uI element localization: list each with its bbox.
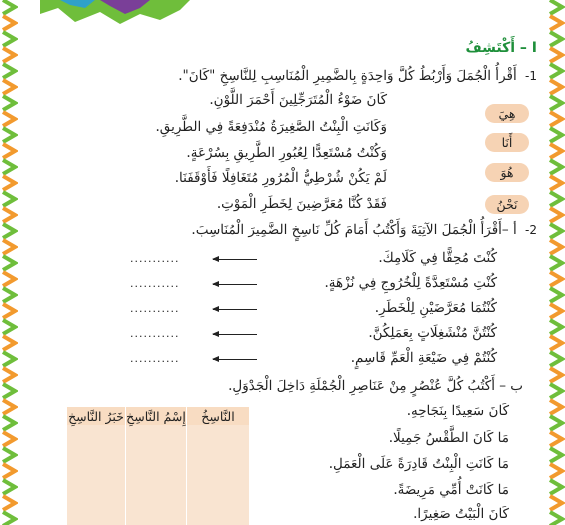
pronoun-option[interactable]: أَنَا xyxy=(485,133,529,152)
ex1-sentence: لَمْ يَكُنْ شُرْطِيُّ الْمُرُورِ مُتَغَافِلًا فَأَوْقَفَنَا. xyxy=(174,170,387,186)
answer-cell[interactable] xyxy=(126,425,187,525)
ex2-sentence: كُنْتُمَا مُعَرَّضَيْنِ لِلْخَطَرِ. xyxy=(374,300,497,316)
table-sentence: مَا كَانَ الطَّقْسُ جَمِيلًا. xyxy=(388,430,509,446)
table-sentence: مَا كَانَتْ أُمِّي مَرِيضَةً. xyxy=(393,482,509,498)
answer-blank[interactable]: ........... xyxy=(130,302,180,315)
arrow-icon xyxy=(213,309,257,310)
table-header: النَّاسِخُ xyxy=(187,407,250,425)
pronoun-option[interactable]: هُوَ xyxy=(485,163,529,182)
answer-blank[interactable]: ........... xyxy=(130,352,180,365)
pronoun-option[interactable]: هِيَ xyxy=(485,104,529,123)
exercise-2b-instruction: ب – أَكْتُبُ كُلَّ عُنْصُرٍ مِنْ عَنَاصِرِ الْجُمْلَةِ دَاخِلَ الْجَدْوَلِ. xyxy=(228,378,523,394)
ex1-sentence: وَكُنْتُ مُسْتَعِدًّا لِعُبُورِ الطَّرِيقِ بِسُرْعَةٍ. xyxy=(186,145,387,161)
exercise-2-number: 2- xyxy=(525,223,537,237)
table-header: إِسْمُ النَّاسِخِ xyxy=(126,408,186,424)
exercise-1-number: 1- xyxy=(525,69,537,83)
table-sentence: كَانَ الْبَيْتُ صَغِيرًا. xyxy=(413,506,509,522)
ex1-sentence: فَقَدْ كُنَّا مُعَرَّضِينَ لِخَطَرِ الْمَوْتِ. xyxy=(216,196,387,212)
exercise-2a-text: أ –أَقْرَأُ الْجُمَلَ الآتِيَةَ وَأَكْتُبُ أَمَامَ كُلِّ نَاسِخٍ الضَّمِيرَ الْمُنَاسِبَ. xyxy=(191,222,517,238)
arrow-icon xyxy=(213,334,257,335)
ex2-sentence: كُنْتَ مُحِقًّا فِي كَلَامِكَ. xyxy=(378,250,497,266)
ex1-sentence: وَكَانَتِ الْبِنْتُ الصَّغِيرَةُ مُنْدَفِعَةً فِي الطَّرِيقِ. xyxy=(155,119,387,135)
answer-blank[interactable]: ........... xyxy=(130,277,180,290)
exercise-1-instruction xyxy=(178,68,537,84)
right-decorative-border xyxy=(547,0,565,525)
arrow-icon xyxy=(213,359,257,360)
answer-table xyxy=(66,407,250,525)
table-header: خَبَرُ النَّاسِخِ xyxy=(68,408,124,424)
ex1-sentence: كَانَ ضَوْءُ الْمُتَرَجِّلِينَ أَحْمَرَ اللَّوْنِ. xyxy=(209,92,387,108)
section-heading xyxy=(465,40,537,56)
answer-cell[interactable] xyxy=(187,425,250,525)
answer-blank[interactable]: ........... xyxy=(130,327,180,340)
exercise-2a-instruction xyxy=(191,222,537,238)
arrow-icon xyxy=(213,284,257,285)
arrow-icon xyxy=(213,259,257,260)
table-sentence: مَا كَانَتِ الْبِنْتُ قَادِرَةً عَلَى الْعَمَلِ. xyxy=(328,456,509,472)
answer-blank[interactable]: ........... xyxy=(130,252,180,265)
ex2-sentence: كُنْتُنَّ مُنْشَغِلَاتٍ بِعَمَلِكُنَّ. xyxy=(368,325,497,341)
ex2-sentence: كُنْتِ مُسْتَعِدَّةً لِلْخُرُوجِ فِي نُزْهَةٍ. xyxy=(324,275,497,291)
pronoun-option[interactable]: نَحْنُ xyxy=(485,195,529,214)
exercise-1-text: أَقْرأُ الْجُمَلَ وَأَرْبُطُ كُلَّ وَاحِدَةٍ بِالضَّمِيرِ الْمُنَاسِبِ لِلنَّاسِخِ "كَانَ". xyxy=(178,68,517,84)
answer-cell[interactable] xyxy=(67,425,126,525)
worksheet-page xyxy=(28,0,537,525)
section-number: I xyxy=(531,40,537,56)
left-decorative-border xyxy=(0,0,18,525)
section-title: – أَكْتَشِفُ xyxy=(465,40,527,56)
table-sentence: كَانَ سَعِيدًا بِنَجَاحِهِ. xyxy=(406,403,509,419)
ex2-sentence: كُنْتُمْ فِي ضَيْعَةِ الْعَمِّ قَاسِمٍ. xyxy=(350,350,497,366)
